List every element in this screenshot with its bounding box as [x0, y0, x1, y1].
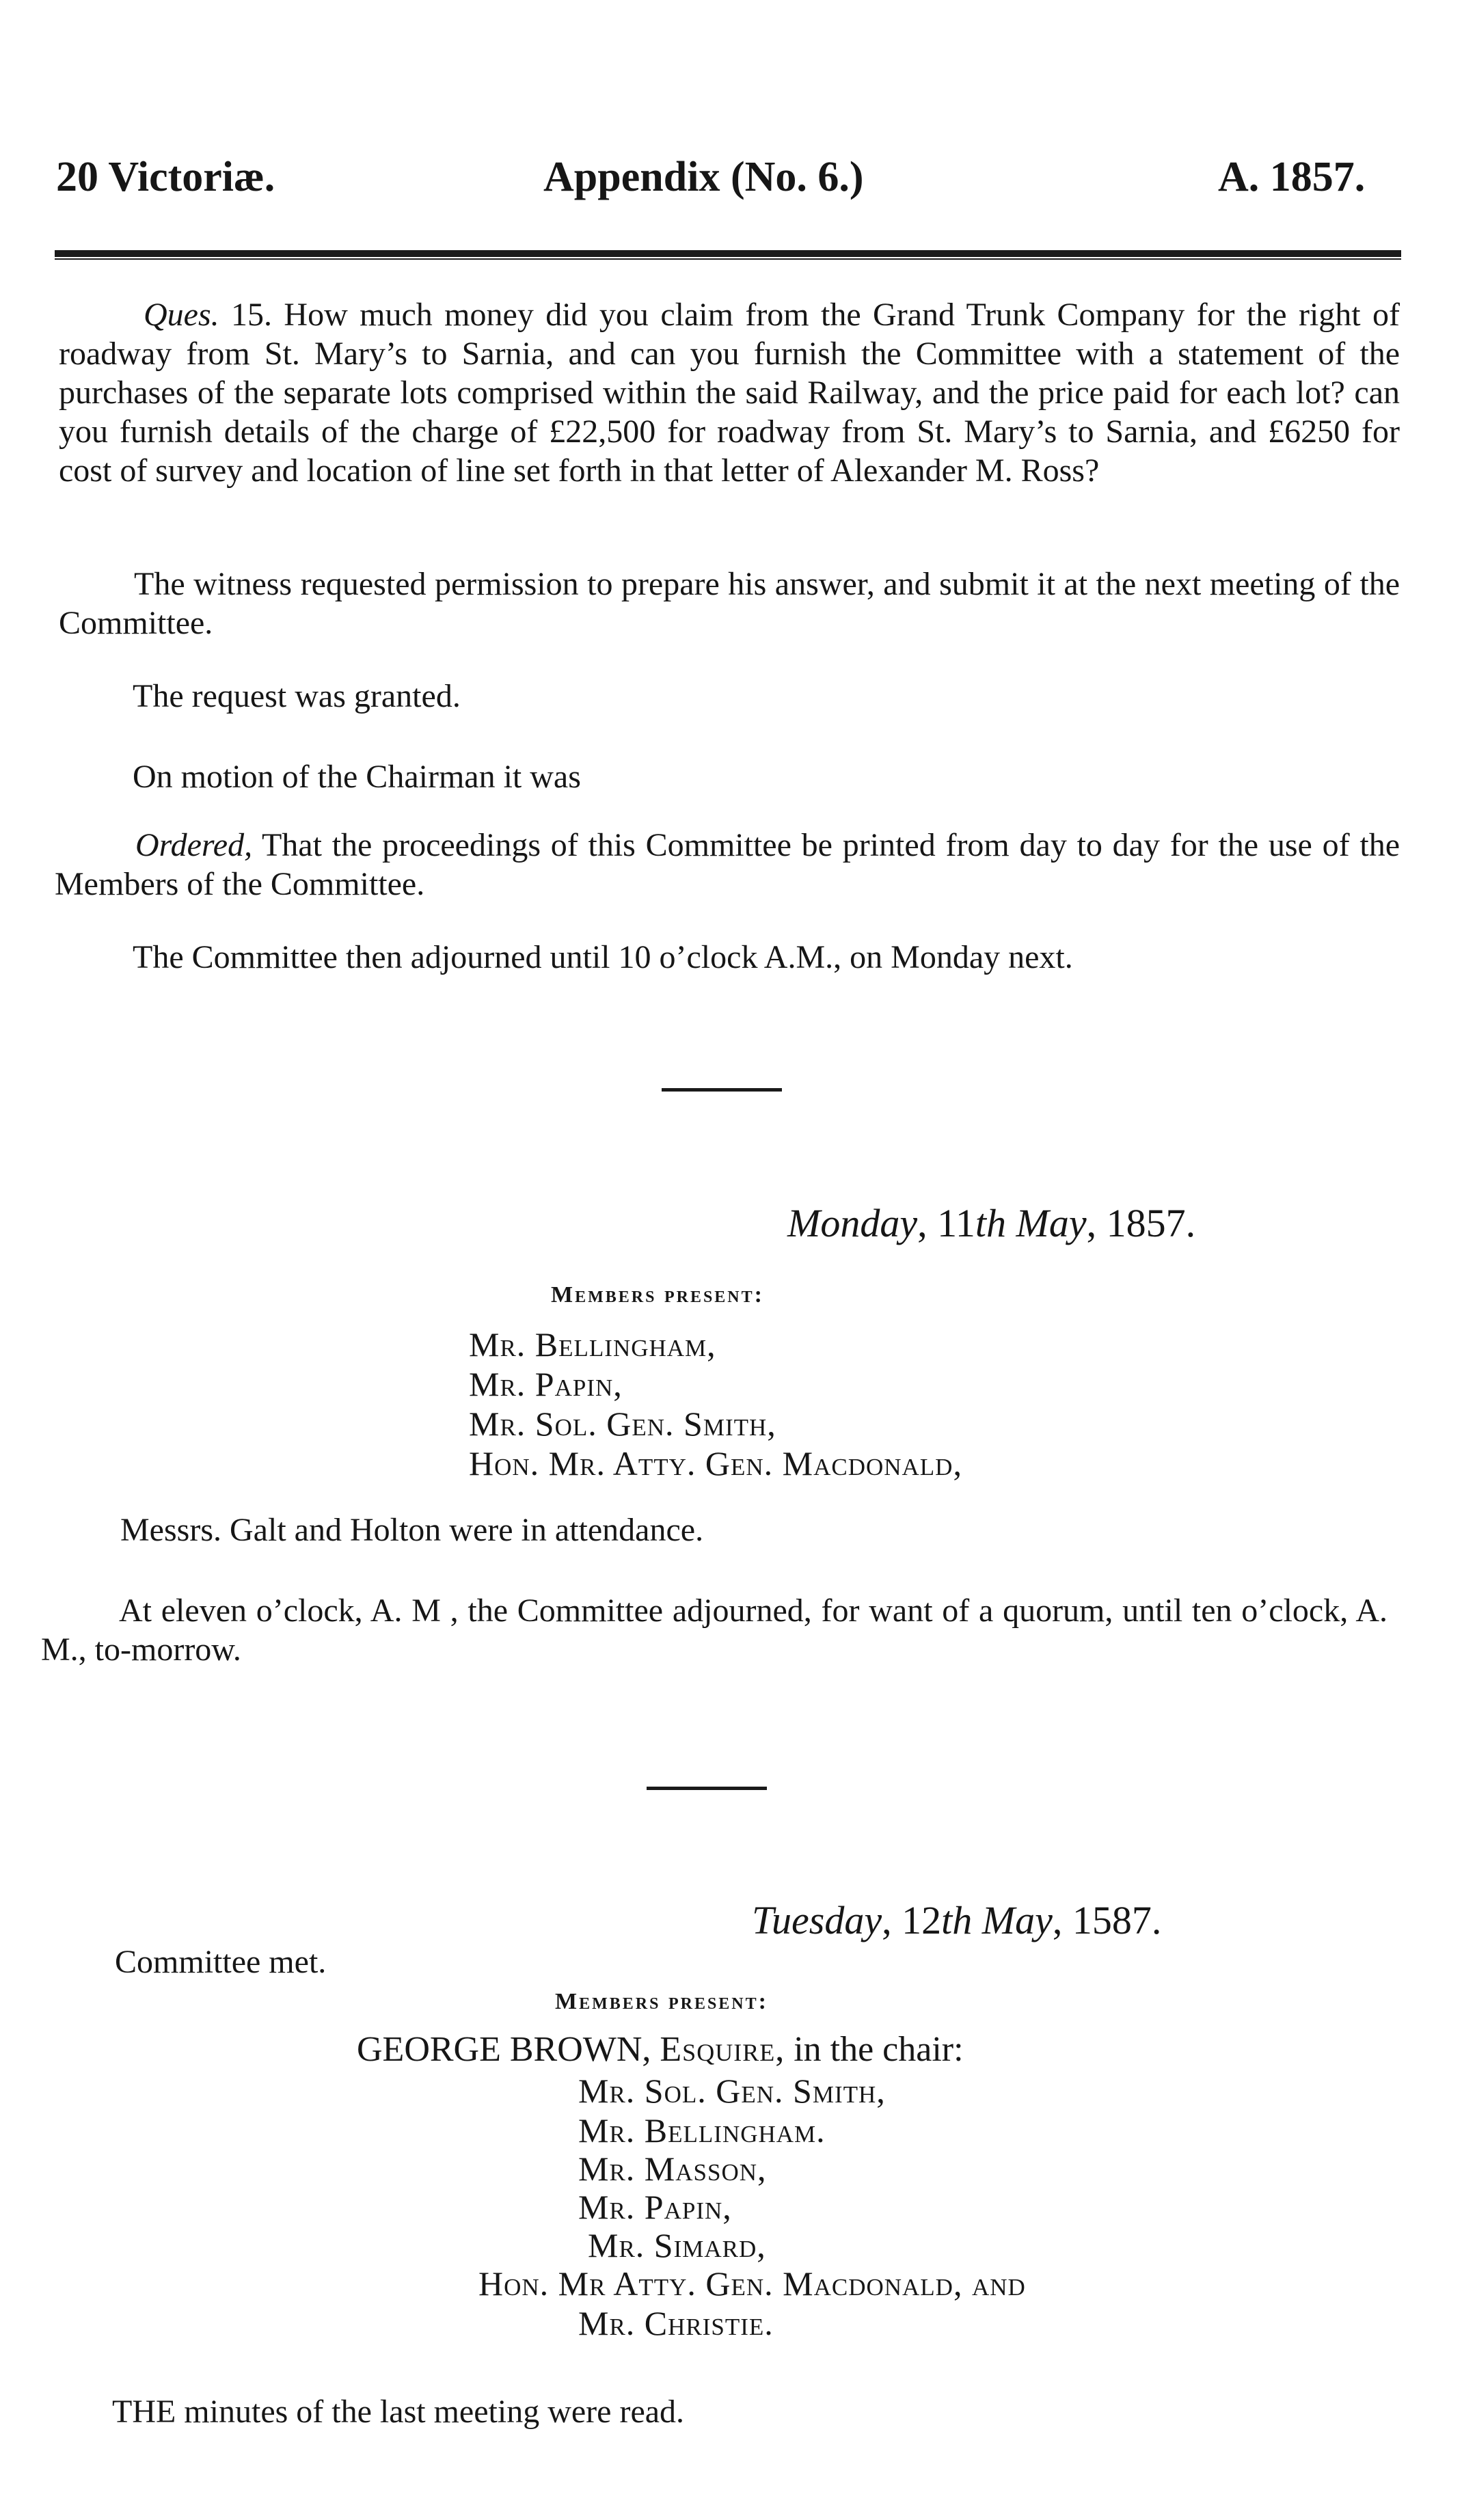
tuesday-member: Mr. Sol. Gen. Smith, [578, 2072, 886, 2110]
tuesday-member: Mr. Papin, [578, 2188, 732, 2226]
header-center: Appendix (No. 6.) [543, 154, 864, 200]
question-label: Ques. [144, 297, 219, 333]
monday-year: 1857. [1106, 1201, 1196, 1245]
motion-line: On motion of the Chairman it was [133, 759, 581, 795]
tuesday-member: Mr. Christie. [578, 2304, 774, 2342]
request-granted: The request was granted. [133, 678, 461, 714]
section-divider [647, 1787, 767, 1790]
tuesday-member: Mr. Simard, [588, 2226, 766, 2264]
header-right: A. 1857. [1218, 154, 1366, 200]
question-text: 15. How much money did you claim from the Grand Trunk Company for the right of roadway from St. Mary’s to Sarnia, and can you furnish the Committee with a statement of the purchases of the separate lots comprised within the said Railway, and the price paid for each lot? can you furnish details of the charge of £22,500 for roadway from St. Mary’s to Sarnia, and £6250 for cost of survey and location of line set forth in that letter of Alexander M. Ross? [59, 297, 1400, 489]
monday-member: Hon. Mr. Atty. Gen. Macdonald, [469, 1444, 962, 1482]
tuesday-chair-line [357, 2030, 964, 2070]
tuesday-member: Mr. Masson, [578, 2150, 767, 2188]
monday-member: Mr. Bellingham, [469, 1325, 716, 1364]
monday-date-suffix: th [975, 1201, 1007, 1245]
header-rule-thin [55, 258, 1401, 260]
chair-suffix: Esquire, [660, 2030, 785, 2069]
header-left: 20 Victoriæ. [56, 154, 275, 200]
monday-member: Mr. Papin, [469, 1365, 623, 1403]
minutes-read: THE minutes of the last meeting were read. [112, 2394, 685, 2430]
tuesday-date: Tuesday, 12th May, 1587. [752, 1898, 1162, 1942]
header-rule [55, 250, 1401, 257]
monday-attendance: Messrs. Galt and Holton were in attendance. [120, 1512, 704, 1548]
tuesday-day: Tuesday [752, 1898, 882, 1942]
section-divider [662, 1088, 782, 1092]
question-paragraph [59, 295, 1400, 490]
committee-met: Committee met. [115, 1944, 327, 1980]
monday-members-heading: Members present: [551, 1282, 764, 1308]
monday-date: Monday, 11th May, 1857. [787, 1201, 1196, 1245]
tuesday-date-suffix: th [941, 1898, 973, 1942]
tuesday-year: 1587. [1072, 1898, 1162, 1942]
chair-name: GEORGE BROWN, [357, 2030, 660, 2069]
ordered-text: That the proceedings of this Committee be printed from day to day for the use of the Members of the Committee. [55, 827, 1400, 902]
tuesday-members-heading: Members present: [555, 1989, 768, 2014]
tuesday-month: May [982, 1898, 1053, 1942]
monday-adjourned: At eleven o’clock, A. M , the Committee adjourned, for want of a quorum, until ten o’clock, A. M., to-morrow. [41, 1593, 1387, 1668]
chair-tail: in the chair: [785, 2030, 964, 2069]
monday-member: Mr. Sol. Gen. Smith, [469, 1405, 776, 1443]
adjourned-line: The Committee then adjourned until 10 o’clock A.M., on Monday next. [133, 939, 1073, 975]
ordered-label: Ordered, [135, 827, 253, 863]
monday-month: May [1016, 1201, 1087, 1245]
monday-day: Monday [787, 1201, 918, 1245]
tuesday-member: Mr. Bellingham. [578, 2111, 826, 2150]
tuesday-member: Hon. Mr Atty. Gen. Macdonald, and [478, 2264, 1026, 2303]
ordered-paragraph [55, 826, 1400, 904]
witness-request-paragraph: The witness requested permission to prepare his answer, and submit it at the next meeting of the Committee. [59, 566, 1400, 641]
